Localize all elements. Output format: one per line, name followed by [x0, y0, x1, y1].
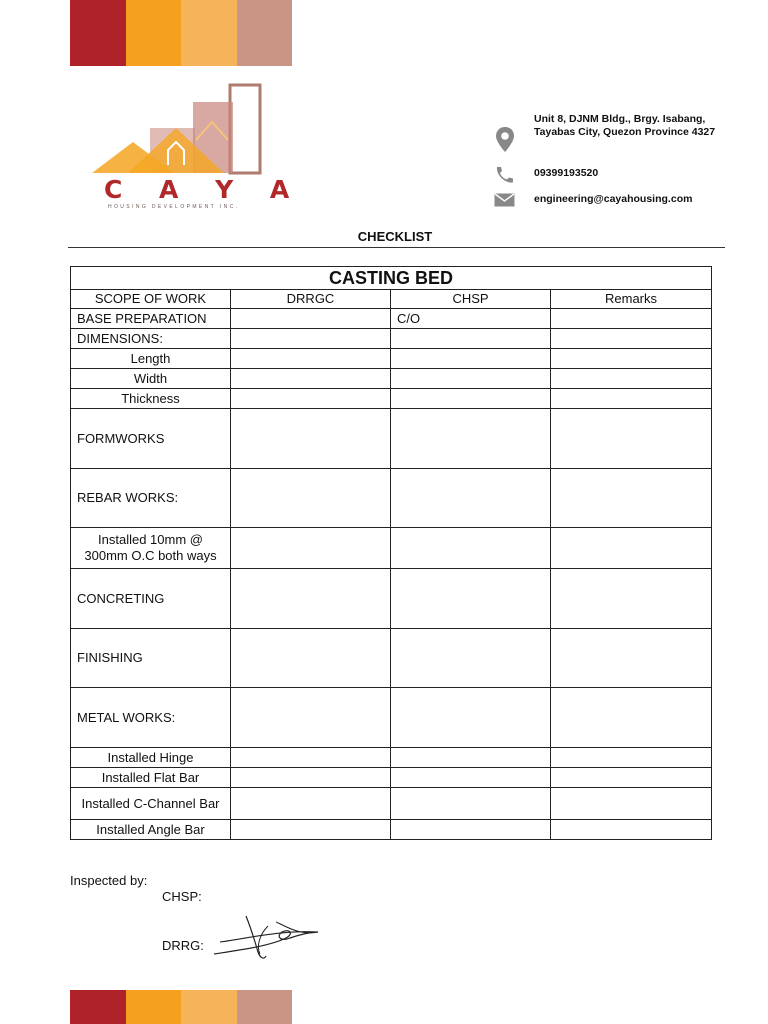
drrgc-cell[interactable] — [231, 820, 391, 840]
remarks-cell[interactable] — [551, 309, 712, 329]
table-row — [71, 768, 712, 788]
table-row — [71, 748, 712, 768]
checklist-heading: CHECKLIST — [357, 229, 433, 244]
remarks-cell[interactable] — [551, 528, 712, 569]
scope-cell: FINISHING — [71, 629, 231, 688]
color-swatch-light-orange — [181, 990, 237, 1024]
drrgc-cell[interactable] — [231, 768, 391, 788]
color-swatch-light-orange — [181, 0, 237, 66]
chsp-signature-label: CHSP: — [162, 889, 202, 904]
chsp-cell[interactable] — [391, 688, 551, 748]
drrg-signature-label: DRRG: — [162, 938, 204, 953]
chsp-cell[interactable] — [391, 748, 551, 768]
remarks-cell[interactable] — [551, 469, 712, 528]
scope-cell: Installed 10mm @ 300mm O.C both ways — [71, 528, 231, 569]
drrgc-cell[interactable] — [231, 409, 391, 469]
drrgc-cell[interactable] — [231, 629, 391, 688]
table-row — [71, 569, 712, 629]
remarks-cell[interactable] — [551, 369, 712, 389]
table-row — [71, 629, 712, 688]
scope-cell: CONCRETING — [71, 569, 231, 629]
heading-divider — [68, 247, 725, 248]
table-row — [71, 469, 712, 528]
table-row — [71, 369, 712, 389]
table-row — [71, 688, 712, 748]
table-row — [71, 820, 712, 840]
remarks-cell[interactable] — [551, 349, 712, 369]
color-swatch-tan — [237, 0, 293, 66]
column-header-chsp: CHSP — [391, 290, 551, 309]
drrgc-cell[interactable] — [231, 329, 391, 349]
chsp-cell[interactable] — [391, 469, 551, 528]
table-title: CASTING BED — [71, 267, 712, 290]
chsp-cell[interactable] — [391, 389, 551, 409]
color-swatch-orange — [126, 0, 182, 66]
envelope-icon — [494, 193, 515, 207]
scope-cell: Width — [71, 369, 231, 389]
table-title-row — [71, 267, 712, 290]
chsp-cell[interactable] — [391, 629, 551, 688]
color-swatch-red — [70, 0, 126, 66]
scope-cell: METAL WORKS: — [71, 688, 231, 748]
table-row — [71, 528, 712, 569]
drrgc-cell[interactable] — [231, 349, 391, 369]
drrgc-cell[interactable] — [231, 309, 391, 329]
column-header-drrgc: DRRGC — [231, 290, 391, 309]
chsp-cell[interactable] — [391, 768, 551, 788]
scope-cell: DIMENSIONS: — [71, 329, 231, 349]
phone-icon — [494, 166, 514, 184]
column-header-scope: SCOPE OF WORK — [71, 290, 231, 309]
chsp-cell[interactable] — [391, 329, 551, 349]
drrgc-cell[interactable] — [231, 788, 391, 820]
remarks-cell[interactable] — [551, 768, 712, 788]
scope-cell: Installed Hinge — [71, 748, 231, 768]
remarks-cell[interactable] — [551, 688, 712, 748]
chsp-cell[interactable] — [391, 369, 551, 389]
drrgc-cell[interactable] — [231, 369, 391, 389]
remarks-cell[interactable] — [551, 329, 712, 349]
color-swatch-orange — [126, 990, 182, 1024]
chsp-cell[interactable] — [391, 820, 551, 840]
scope-cell: REBAR WORKS: — [71, 469, 231, 528]
table-row — [71, 309, 712, 329]
scope-cell: Length — [71, 349, 231, 369]
chsp-cell[interactable] — [391, 569, 551, 629]
logo-tagline: HOUSING DEVELOPMENT INC. — [108, 204, 240, 210]
handwritten-signature — [210, 912, 325, 962]
inspected-by-label: Inspected by: — [70, 873, 148, 888]
drrgc-cell[interactable] — [231, 528, 391, 569]
email-text[interactable]: engineering@cayahousing.com — [534, 193, 693, 205]
chsp-cell[interactable]: C/O — [391, 309, 551, 329]
logo-wordmark: C A Y A — [104, 175, 304, 204]
drrgc-cell[interactable] — [231, 569, 391, 629]
table-row — [71, 788, 712, 820]
location-pin-icon — [494, 125, 516, 155]
chsp-cell[interactable] — [391, 349, 551, 369]
remarks-cell[interactable] — [551, 788, 712, 820]
remarks-cell[interactable] — [551, 409, 712, 469]
table-row — [71, 349, 712, 369]
chsp-cell[interactable] — [391, 528, 551, 569]
drrgc-cell[interactable] — [231, 469, 391, 528]
remarks-cell[interactable] — [551, 629, 712, 688]
chsp-cell[interactable] — [391, 409, 551, 469]
top-color-bar — [70, 0, 292, 66]
remarks-cell[interactable] — [551, 389, 712, 409]
scope-cell: FORMWORKS — [71, 409, 231, 469]
column-header-remarks: Remarks — [551, 290, 712, 309]
remarks-cell[interactable] — [551, 569, 712, 629]
phone-text[interactable]: 09399193520 — [534, 167, 599, 179]
table-header-row — [71, 290, 712, 309]
drrgc-cell[interactable] — [231, 748, 391, 768]
scope-cell: Installed Angle Bar — [71, 820, 231, 840]
scope-cell: Thickness — [71, 389, 231, 409]
remarks-cell[interactable] — [551, 820, 712, 840]
address-text: Unit 8, DJNM Bldg., Brgy. Isabang, Tayabas City, Quezon Province 4327 — [534, 113, 716, 138]
casting-bed-checklist-table — [70, 266, 712, 840]
bottom-color-bar — [70, 990, 292, 1024]
table-row — [71, 389, 712, 409]
scope-cell: BASE PREPARATION — [71, 309, 231, 329]
table-row — [71, 329, 712, 349]
chsp-cell[interactable] — [391, 788, 551, 820]
table-row — [71, 409, 712, 469]
color-swatch-red — [70, 990, 126, 1024]
drrgc-cell[interactable] — [231, 688, 391, 748]
remarks-cell[interactable] — [551, 748, 712, 768]
drrgc-cell[interactable] — [231, 389, 391, 409]
scope-cell: Installed Flat Bar — [71, 768, 231, 788]
scope-cell: Installed C-Channel Bar — [71, 788, 231, 820]
color-swatch-tan — [237, 990, 293, 1024]
